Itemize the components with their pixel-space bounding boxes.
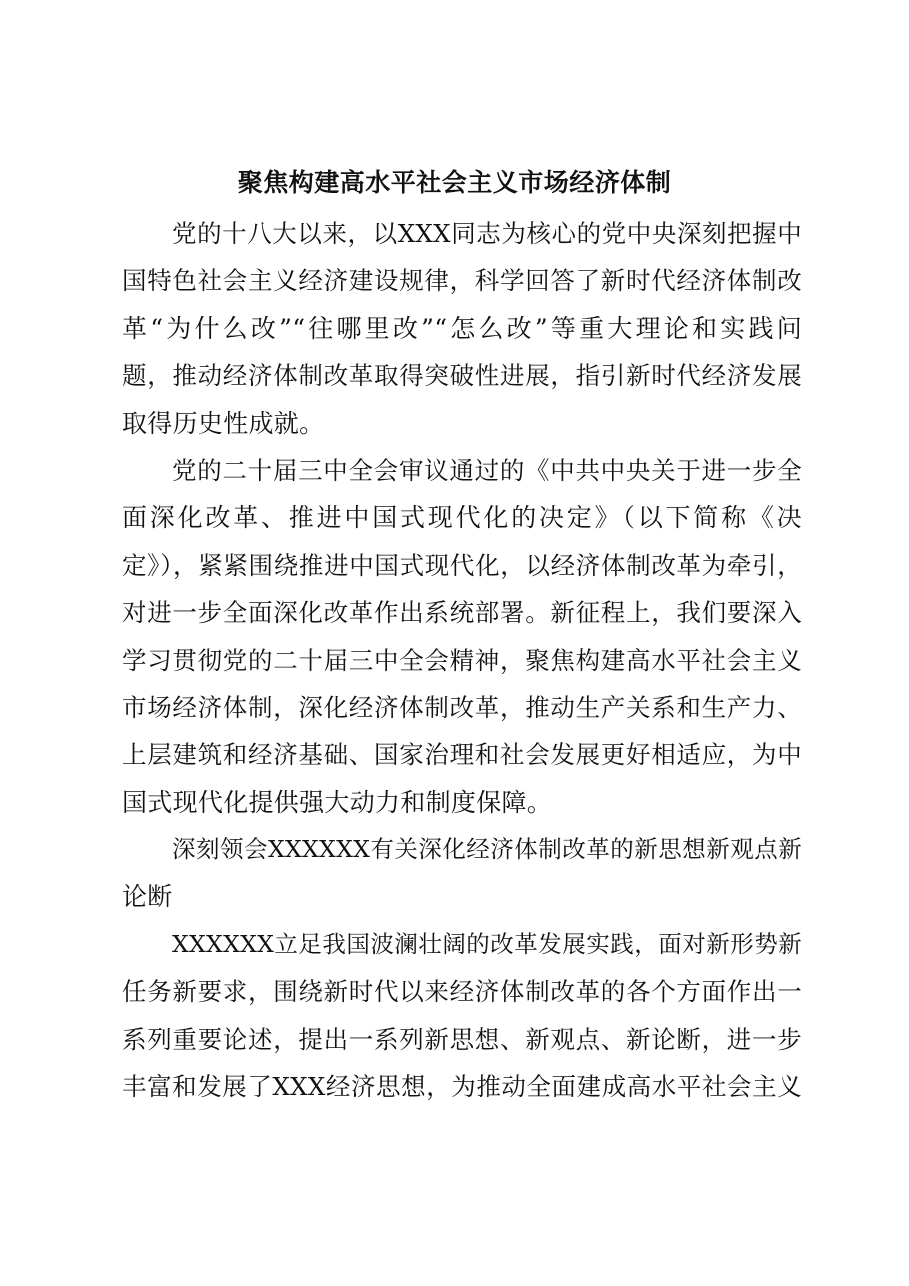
text-line: 题，推动经济体制改革取得突破性进展，指引新时代经济发展 xyxy=(122,361,802,391)
text-line: 丰富和发展了XXX经济思想，为推动全面建成高水平社会主义 xyxy=(122,1072,802,1102)
text-line: 深刻领会XXXXXX有关深化经济体制改革的新思想新观点新 xyxy=(172,835,802,864)
text-line: 面深化改革、推进中国式现代化的决定》（以下简称《决 xyxy=(122,503,802,533)
text-line: 定》），紧紧围绕推进中国式现代化，以经济体制改革为牵引， xyxy=(122,550,802,580)
text-line: 市场经济体制，深化经济体制改革，推动生产关系和生产力、 xyxy=(122,692,802,722)
text-line: 学习贯彻党的二十届三中全会精神，聚焦构建高水平社会主义 xyxy=(122,645,802,675)
text-line: XXXXXX立足我国波澜壮阔的改革发展实践，面对新形势新 xyxy=(172,929,802,958)
text-line: 革“为什么改”“往哪里改”“怎么改”等重大理论和实践问 xyxy=(122,313,802,343)
text-line: 上层建筑和经济基础、国家治理和社会发展更好相适应，为中 xyxy=(122,740,802,770)
text-line: 论断 xyxy=(122,882,173,912)
text-line: 对进一步全面深化改革作出系统部署。新征程上，我们要深入 xyxy=(122,598,802,628)
text-line: 国式现代化提供强大动力和制度保障。 xyxy=(122,787,553,817)
document-body xyxy=(122,210,802,1110)
text-line: 国特色社会主义经济建设规律，科学回答了新时代经济体制改 xyxy=(122,266,802,296)
text-line: 党的二十届三中全会审议通过的《中共中央关于进一步全 xyxy=(172,455,802,485)
text-line: 取得历史性成就。 xyxy=(122,408,325,438)
text-line: 系列重要论述，提出一系列新思想、新观点、新论断，进一步 xyxy=(122,1024,802,1054)
text-line: 党的十八大以来，以XXX同志为核心的党中央深刻把握中 xyxy=(172,219,802,248)
text-line: 任务新要求，围绕新时代以来经济体制改革的各个方面作出一 xyxy=(122,977,802,1007)
document-title: 聚焦构建高水平社会主义市场经济体制 xyxy=(237,168,672,197)
